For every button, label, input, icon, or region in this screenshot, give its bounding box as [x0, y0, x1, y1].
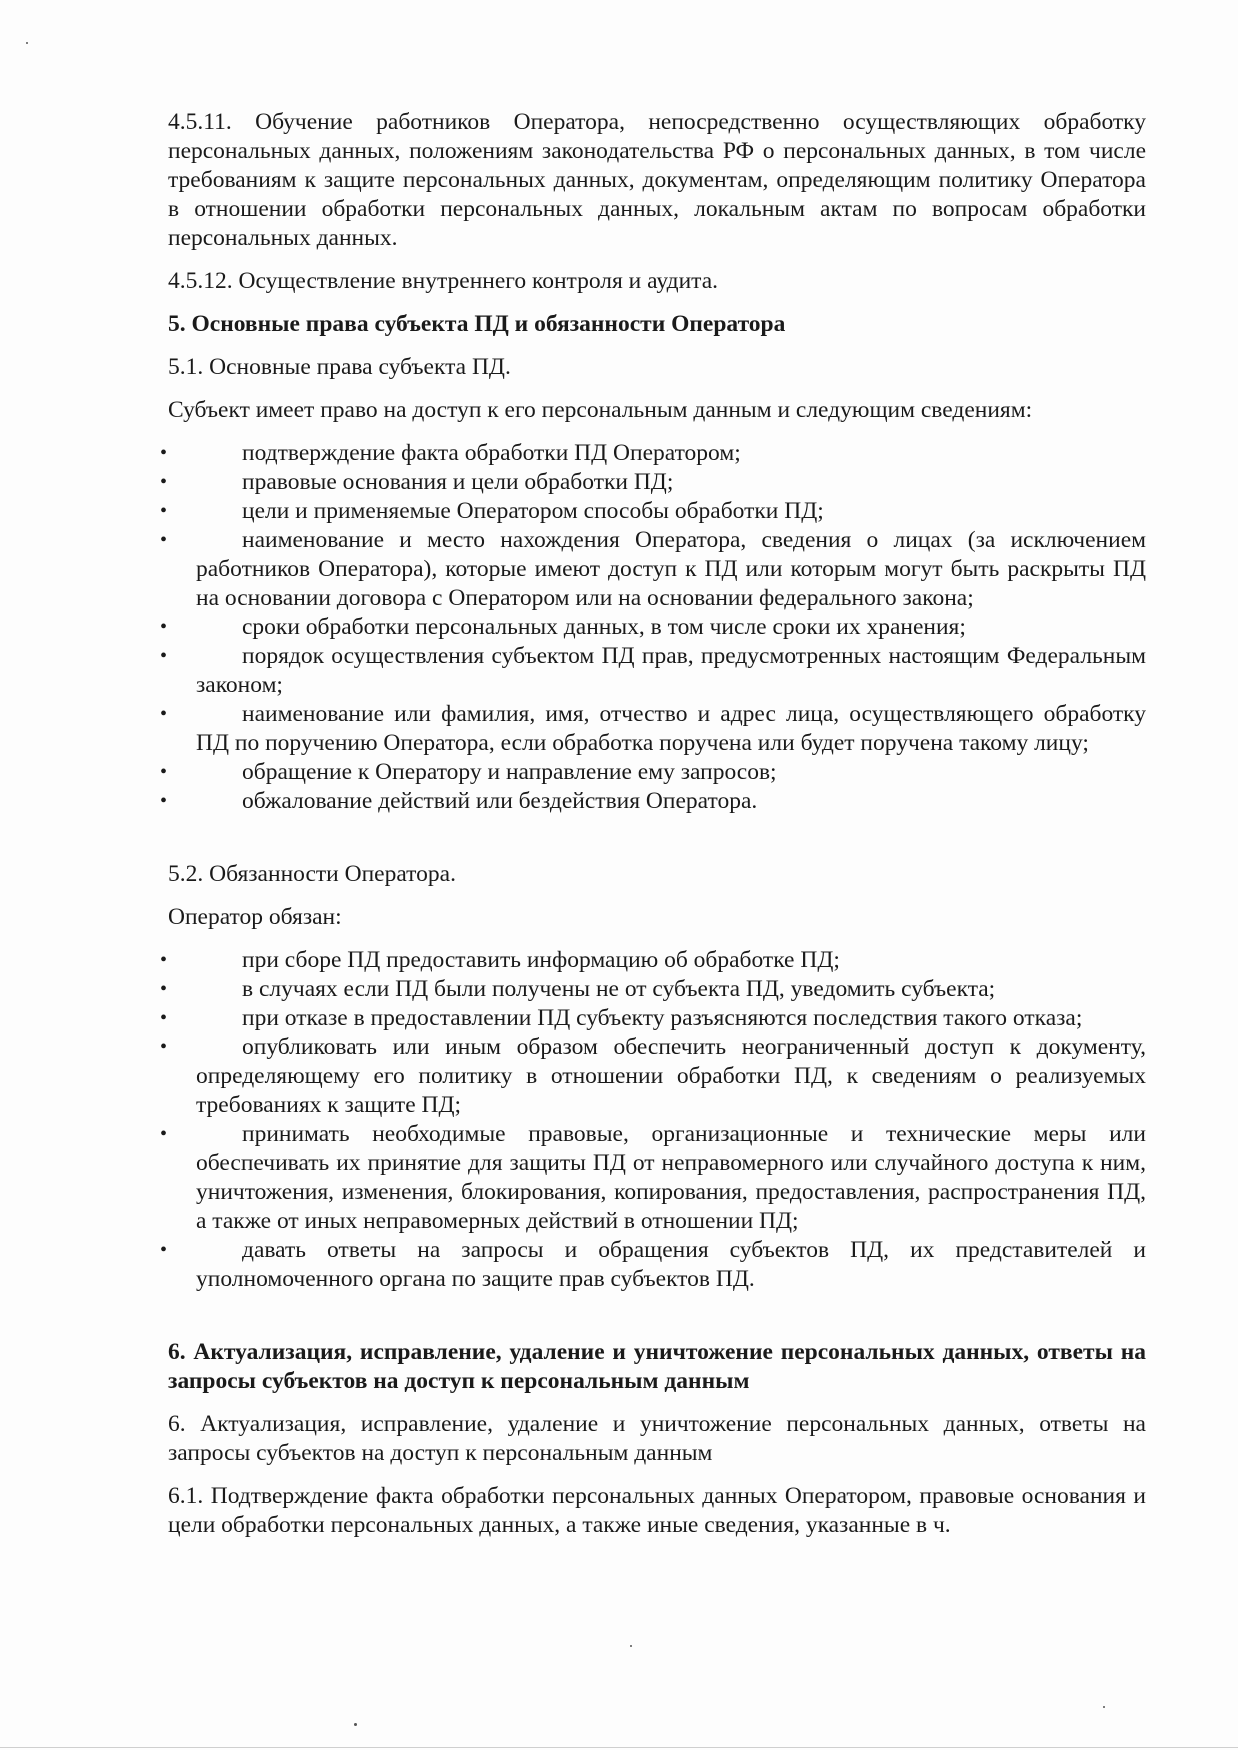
section-5-heading: 5. Основные права субъекта ПД и обязанности Оператора [168, 311, 786, 337]
list-item: • принимать необходимые правовые, организационные и технические меры или обеспечивать их принятие для защиты ПД от неправомерного или случайного доступа к ним, уничтожения, изменения, блокирования, копирования, предоставления, распространения ПД, а также от иных неправомерных действий в отношении ПД; [160, 1121, 1146, 1234]
bullet-icon: • [160, 529, 168, 551]
list-item: • подтверждение факта обработки ПД Оператором; [160, 440, 741, 466]
bullet-icon: • [160, 1123, 168, 1145]
paragraph-6: 6. Актуализация, исправление, удаление и уничтожение персональных данных, ответы на запросы субъектов на доступ к персональным данным [168, 1411, 1146, 1466]
scan-speck [1103, 1706, 1105, 1708]
list-item: • сроки обработки персональных данных, в том числе сроки их хранения; [160, 614, 966, 640]
paragraph-4-5-12: 4.5.12. Осуществление внутреннего контроля и аудита. [168, 268, 719, 294]
bullet-icon: • [160, 645, 168, 667]
scan-speck [26, 42, 28, 44]
bullet-icon: • [160, 616, 168, 638]
document-body [160, 108, 1146, 1554]
bullet-icon: • [160, 703, 168, 725]
list-item: • опубликовать или иным образом обеспечить неограниченный доступ к документу, определяющему его политику в отношении обработки ПД, к сведениям о реализуемых требованиях к защите ПД; [160, 1034, 1146, 1118]
paragraph-4-5-11: 4.5.11. Обучение работников Оператора, непосредственно осуществляющих обработку персональных данных, положениям законодательства РФ о персональных данных, в том числе требованиям к защите персональных данных, документам, определяющим политику Оператора в отношении обработки персональных данных, локальным актам по вопросам обработки персональных данных. [168, 109, 1146, 251]
list-item: • давать ответы на запросы и обращения субъектов ПД, их представителей и уполномоченного органа по защите прав субъектов ПД. [160, 1237, 1146, 1292]
list-item: • наименование и место нахождения Оператора, сведения о лицах (за исключением работников Оператора), которые имеют доступ к ПД или которым могут быть раскрыты ПД на основании договора с Оператором или на основании федерального закона; [160, 527, 1146, 611]
list-item: • правовые основания и цели обработки ПД; [160, 469, 674, 495]
bullet-icon: • [160, 761, 168, 783]
subject-rights-list [160, 439, 1146, 816]
bullet-icon: • [160, 949, 168, 971]
operator-duties-intro: Оператор обязан: [168, 904, 342, 930]
bullet-icon: • [160, 471, 168, 493]
scan-edge-line [0, 1747, 1238, 1748]
bullet-icon: • [160, 978, 168, 1000]
bullet-icon: • [160, 500, 168, 522]
section-6-heading: 6. Актуализация, исправление, удаление и уничтожение персональных данных, ответы на запросы субъектов на доступ к персональным данным [168, 1339, 1146, 1394]
bullet-icon: • [160, 1007, 168, 1029]
scan-speck [630, 1645, 632, 1647]
list-item: • при сборе ПД предоставить информацию об обработке ПД; [160, 947, 840, 973]
list-item: • наименование или фамилия, имя, отчество и адрес лица, осуществляющего обработку ПД по поручению Оператора, если обработка поручена или будет поручена такому лицу; [160, 701, 1146, 756]
bullet-icon: • [160, 442, 168, 464]
operator-duties-list [160, 946, 1146, 1294]
paragraph-5-2: 5.2. Обязанности Оператора. [168, 861, 456, 887]
list-item: • цели и применяемые Оператором способы обработки ПД; [160, 498, 824, 524]
paragraph-6-1: 6.1. Подтверждение факта обработки персональных данных Оператором, правовые основания и цели обработки персональных данных, а также иные сведения, указанные в ч. [168, 1483, 1146, 1538]
list-item: • при отказе в предоставлении ПД субъекту разъясняются последствия такого отказа; [160, 1005, 1083, 1031]
bullet-icon: • [160, 1036, 168, 1058]
list-item: • порядок осуществления субъектом ПД прав, предусмотренных настоящим Федеральным законом; [160, 643, 1146, 698]
scan-speck [354, 1723, 357, 1726]
list-item: • в случаях если ПД были получены не от субъекта ПД, уведомить субъекта; [160, 976, 996, 1002]
bullet-icon: • [160, 1239, 168, 1261]
paragraph-5-1: 5.1. Основные права субъекта ПД. [168, 354, 511, 380]
subject-rights-intro: Субъект имеет право на доступ к его персональным данным и следующим сведениям: [168, 397, 1033, 423]
list-item: • обращение к Оператору и направление ему запросов; [160, 759, 777, 785]
list-item: • обжалование действий или бездействия Оператора. [160, 788, 758, 814]
spacer [168, 816, 1146, 860]
spacer [168, 1294, 1146, 1338]
bullet-icon: • [160, 790, 168, 812]
